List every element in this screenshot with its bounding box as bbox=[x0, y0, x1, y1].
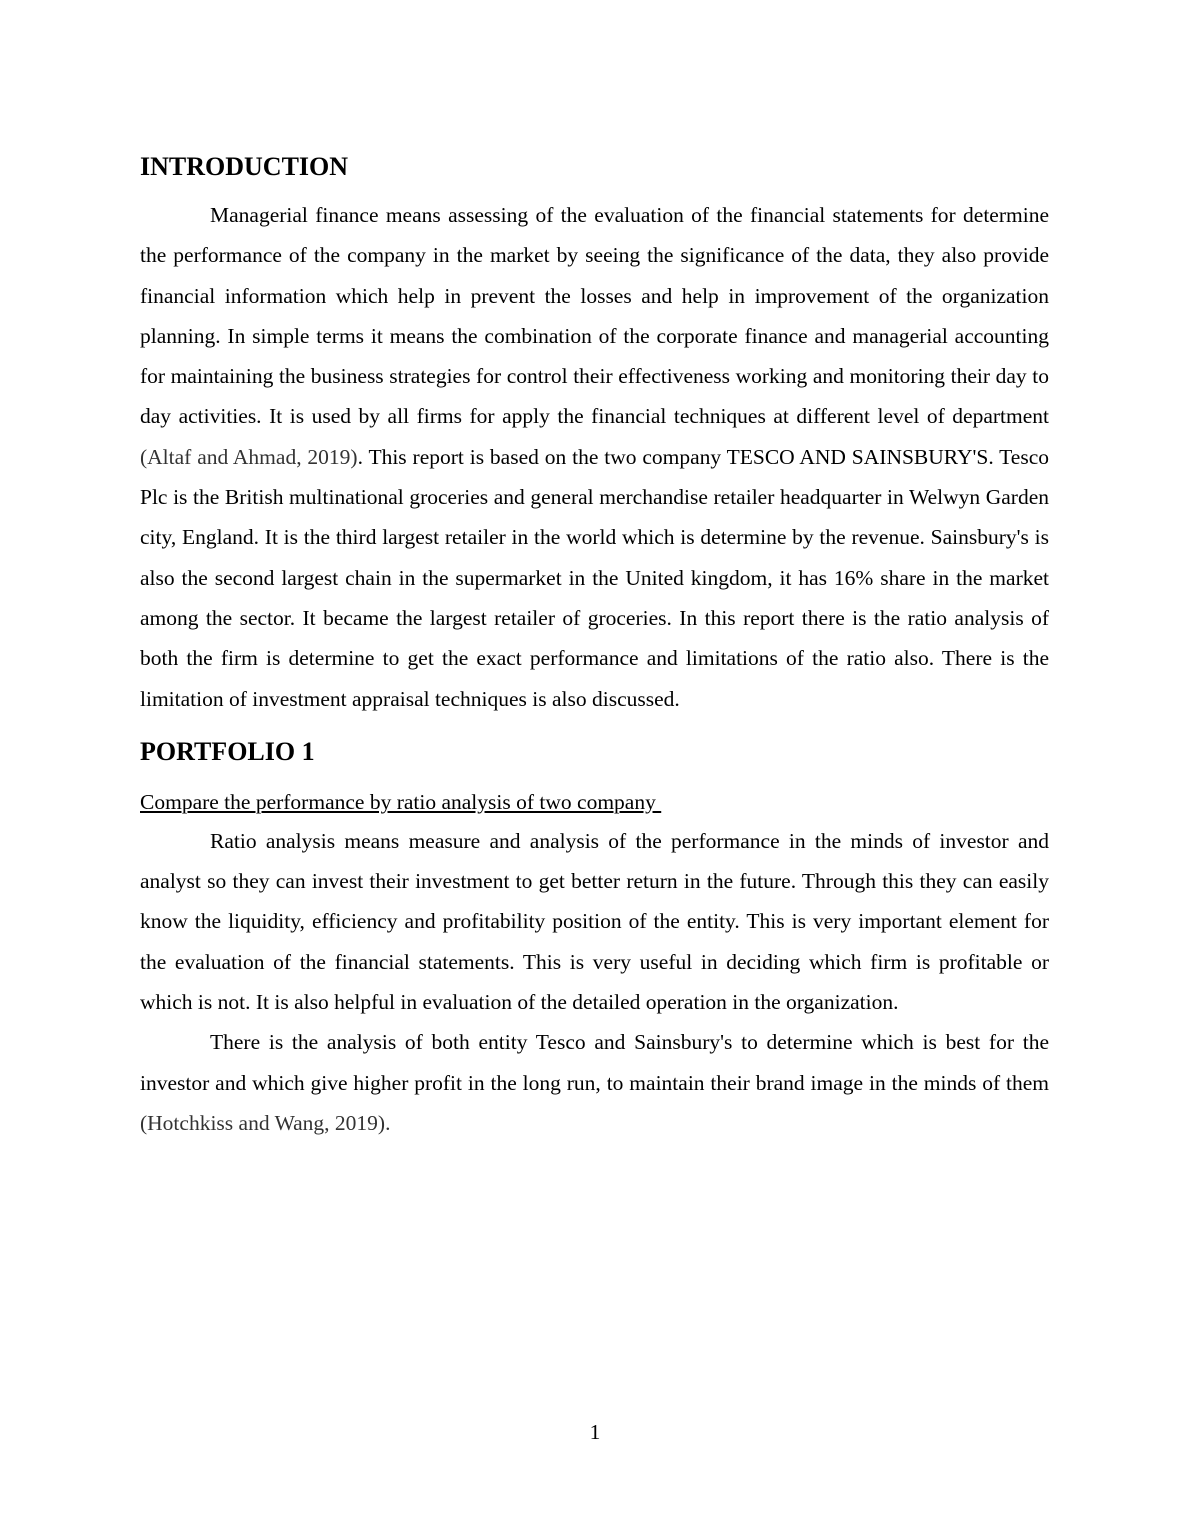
analysis-trailing-period: . bbox=[385, 1110, 391, 1135]
introduction-text-part1: Managerial finance means assessing of the evaluation of the financial statements for determine the performance of the company in the market by seeing the significance of the data, they also provide financial information which help in prevent the losses and help in improvement of the organization planning. In simple terms it means the combination of the corporate finance and managerial accounting for maintaining the business strategies for control their effectiveness working and monitoring their day to day activities. It is used by all firms for apply the financial techniques at different level of department bbox=[140, 203, 1049, 429]
document-page bbox=[140, 150, 1049, 1143]
citation-hotchkiss-wang: (Hotchkiss and Wang, 2019) bbox=[140, 1110, 386, 1135]
portfolio-subheading: Compare the performance by ratio analysis of two company bbox=[140, 789, 662, 814]
analysis-text: There is the analysis of both entity Tesco and Sainsbury's to determine which is best for the investor and which give higher profit in the long run, to maintain their brand image in the minds of them bbox=[140, 1030, 1049, 1095]
ratio-analysis-paragraph: Ratio analysis means measure and analysis of the performance in the minds of investor and analyst so they can invest their investment to get better return in the future. Through this they can easily know the liquidity, efficiency and profitability position of the entity. This is very important element for the evaluation of the financial statements. This is very useful in deciding which firm is profitable or which is not. It is also helpful in evaluation of the detailed operation in the organization. bbox=[140, 828, 1049, 1015]
page-number: 1 bbox=[589, 1420, 601, 1444]
introduction-text-part2: . This report is based on the two company TESCO AND SAINSBURY'S. Tesco Plc is the British multinational groceries and general merchandise retailer headquarter in Welwyn Garden city, England. It is the third largest retailer in the world which is determine by the revenue. Sainsbury's is also the second largest chain in the supermarket in the United kingdom, it has 16% share in the market among the sector. It became the largest retailer of groceries. In this report there is the ratio analysis of both the firm is determine to get the exact performance and limitations of the ratio also. There is the limitation of investment appraisal techniques is also discussed. bbox=[140, 444, 1049, 711]
introduction-heading: INTRODUCTION bbox=[140, 152, 349, 181]
portfolio-heading: PORTFOLIO 1 bbox=[140, 736, 315, 766]
introduction-paragraph bbox=[140, 195, 1049, 719]
citation-altaf-ahmad: (Altaf and Ahmad, 2019) bbox=[140, 444, 358, 469]
analysis-paragraph bbox=[140, 1022, 1049, 1143]
